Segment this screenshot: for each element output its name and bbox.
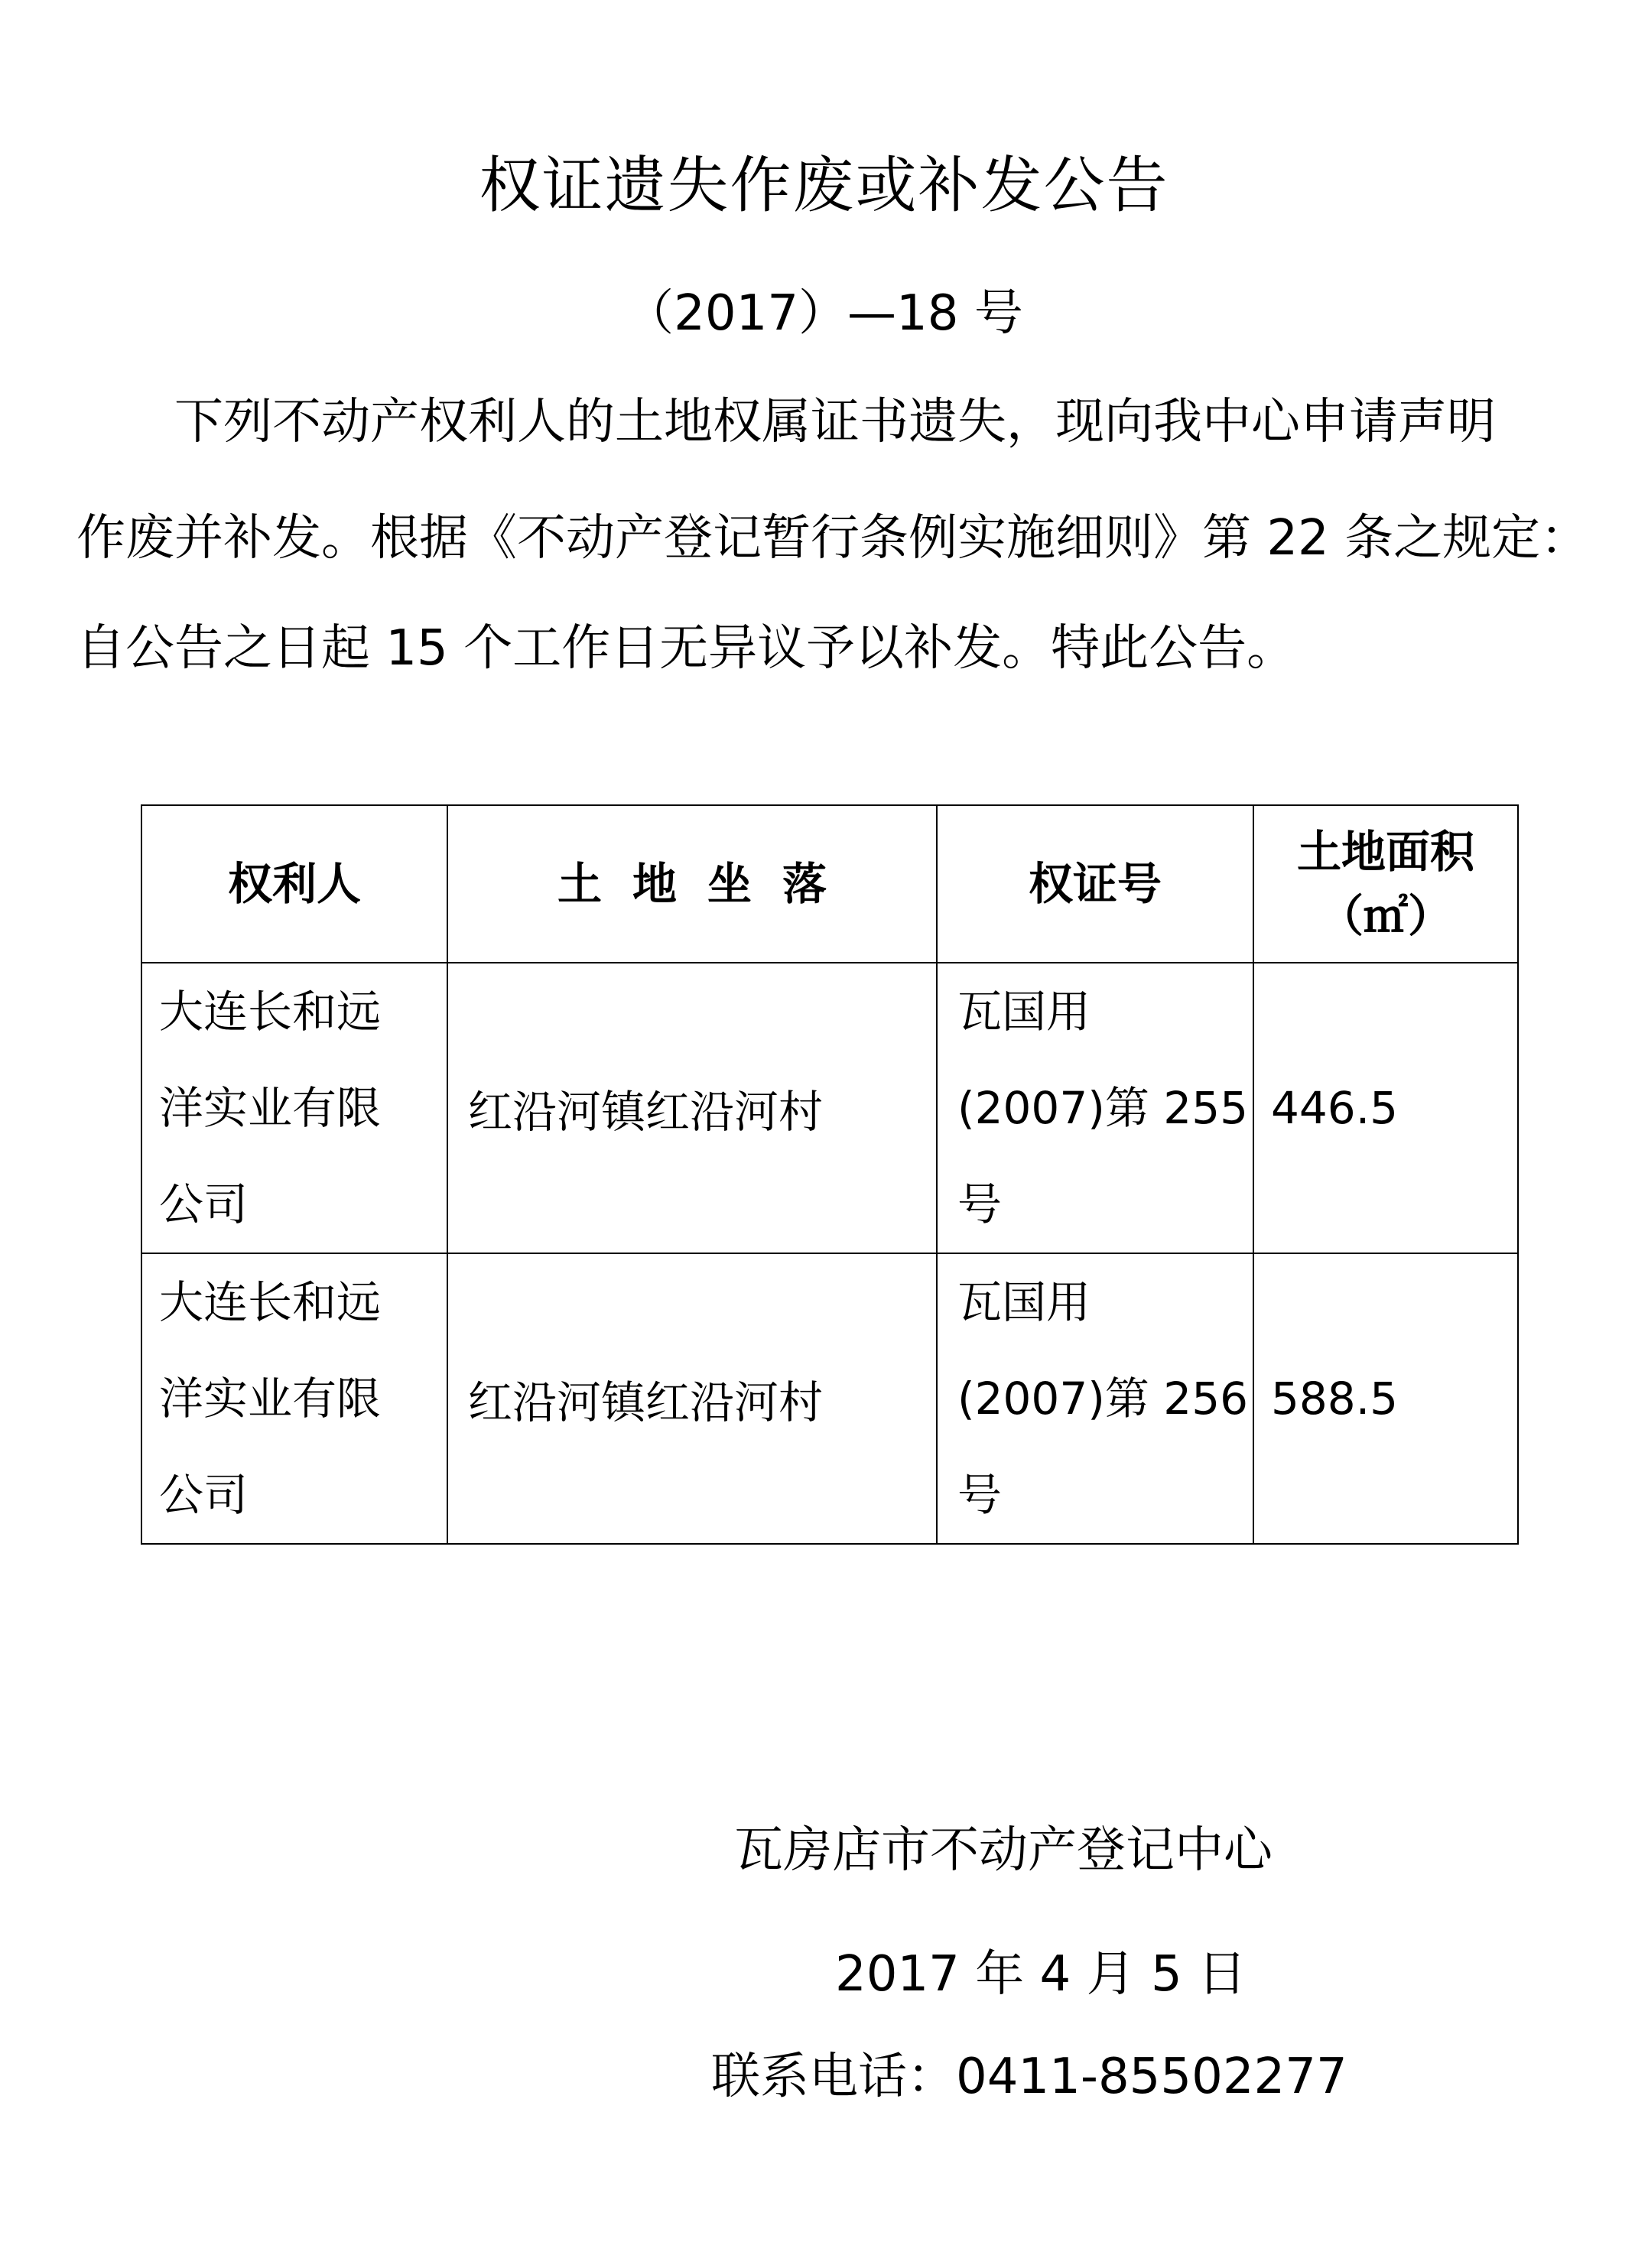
cert-line: 号 [957, 1469, 1003, 1521]
header-location [447, 805, 937, 963]
owner-line: 公司 [159, 1469, 249, 1521]
header-cert: 权证号 [937, 805, 1253, 963]
cell-cert [937, 963, 1253, 1253]
header-owner: 权利人 [141, 805, 447, 963]
cert-line: (2007)第 255 [957, 1082, 1249, 1134]
document-number: （2017）—18 号 [625, 285, 1023, 342]
cert-line: 瓦国用 [957, 1276, 1091, 1328]
owner-line: 洋实业有限 [159, 1373, 382, 1425]
contact-phone: 联系电话：0411-85502277 [711, 2049, 1347, 2105]
cell-location: 红沿河镇红沿河村 [447, 1253, 937, 1544]
cert-line: (2007)第 256 [957, 1373, 1249, 1425]
cert-line: 号 [957, 1178, 1003, 1230]
header-area-line1: 土地面积 [1296, 826, 1474, 878]
cell-owner [141, 963, 447, 1253]
header-area [1253, 805, 1518, 963]
header-location-text: 土地坐落 [557, 858, 857, 910]
owner-line: 洋实业有限 [159, 1082, 382, 1134]
page-title: 权证遗失作废或补发公告 [479, 150, 1169, 221]
cell-area: 446.5 [1253, 963, 1518, 1253]
body-line-3: 自公告之日起 15 个工作日无异议予以补发。特此公告。 [76, 620, 1296, 677]
table-header-row [141, 805, 1518, 963]
body-line-2: 作废并补发。根据《不动产登记暂行条例实施细则》第 22 条之规定： [76, 510, 1590, 567]
table-row [141, 963, 1518, 1253]
owner-line: 公司 [159, 1178, 249, 1230]
body-line-1 [76, 394, 1575, 450]
cell-owner [141, 1253, 447, 1544]
issuing-organization: 瓦房店市不动产登记中心 [734, 1822, 1273, 1879]
body-line-1-text: 下列不动产权利人的土地权属证书遗失，现向我中心申请声明 [174, 394, 1496, 450]
certificate-table [141, 804, 1519, 1545]
header-area-line2: （㎡） [1318, 890, 1452, 942]
cell-cert [937, 1253, 1253, 1544]
cell-location: 红沿河镇红沿河村 [447, 963, 937, 1253]
cert-line: 瓦国用 [957, 986, 1091, 1038]
table-row [141, 1253, 1518, 1544]
issue-date: 2017 年 4 月 5 日 [835, 1946, 1247, 2003]
cell-area: 588.5 [1253, 1253, 1518, 1544]
owner-line: 大连长和远 [159, 1276, 382, 1328]
owner-line: 大连长和远 [159, 986, 382, 1038]
